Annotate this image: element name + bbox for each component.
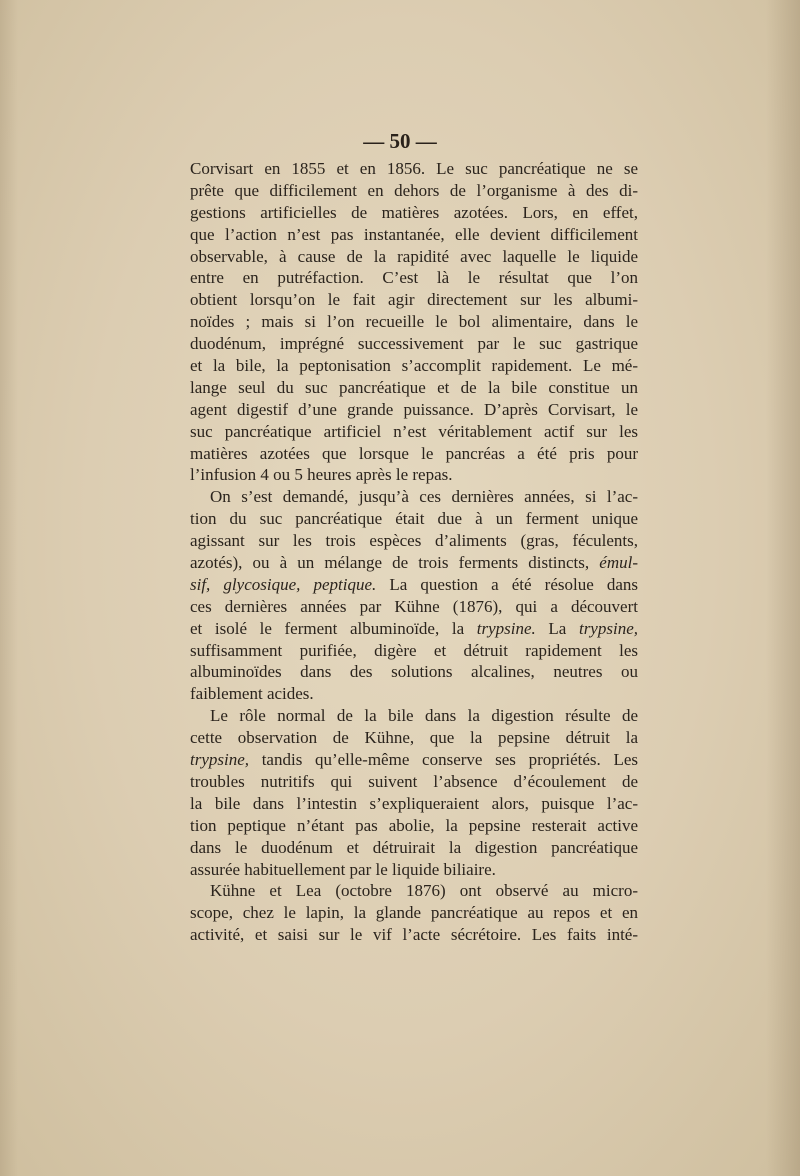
text-line: lange seul du suc pancréatique et de la bile constitue un	[190, 377, 638, 397]
text-line: suffisamment purifiée, digère et détruit rapidement les	[190, 640, 638, 660]
text-line: agent digestif d’une grande puissance. D’après Corvisart, le	[190, 399, 638, 419]
text-line: On s’est demandé, jusqu’à ces dernières années, si l’ac-	[210, 487, 638, 507]
text-line: agissant sur les trois espèces d’aliments (gras, féculents,	[190, 531, 638, 551]
text-segment: azotés), ou à un mélange de trois ferments distincts,	[190, 553, 590, 573]
text-line: albuminoïdes dans des solutions alcalines, neutres ou	[190, 662, 638, 682]
text-line: gestions artificielles de matières azotées. Lors, en effet,	[190, 202, 638, 222]
text-line	[190, 618, 638, 640]
text-segment: tandis qu’elle-même conserve ses propriétés. Les	[261, 750, 639, 770]
text-line: Kühne et Lea (octobre 1876) ont observé au micro-	[210, 881, 638, 901]
text-segment: et isolé le ferment albuminoïde, la	[190, 618, 465, 638]
italic-term: peptique.	[313, 574, 377, 594]
text-line: duodénum, imprégné successivement par le suc gastrique	[190, 334, 638, 354]
text-line	[190, 552, 638, 574]
text-line: suc pancréatique artificiel n’est véritablement actif sur les	[190, 421, 638, 441]
text-line: cette observation de Kühne, que la pepsine détruit la	[190, 728, 638, 748]
text-line: obtient lorsqu’on le fait agir directement sur les albumi-	[190, 290, 638, 310]
text-line: tion peptique n’étant pas abolie, la pepsine resterait active	[190, 815, 638, 835]
italic-term: émul-	[599, 553, 638, 573]
text-line: dans le duodénum et détruirait la digestion pancréatique	[190, 837, 638, 857]
text-line: et la bile, la peptonisation s’accomplit rapidement. Le mé-	[190, 356, 638, 376]
italic-term: trypsine.	[476, 618, 536, 638]
text-line: entre en putréfaction. C’est là le résultat que l’on	[190, 268, 638, 288]
text-line: observable, à cause de la rapidité avec laquelle le liquide	[190, 246, 638, 266]
text-line: que l’action n’est pas instantanée, elle devient difficilement	[190, 224, 638, 244]
page-number: — 50 —	[363, 129, 437, 153]
text-line	[190, 749, 638, 771]
text-segment: La	[548, 618, 567, 638]
page-edge-shadow-right	[766, 0, 800, 1176]
page-edge-shadow-left	[0, 0, 18, 1176]
text-line: noïdes ; mais si l’on recueille le bol alimentaire, dans le	[190, 312, 638, 332]
italic-term: trypsine,	[190, 750, 250, 770]
text-line: faiblement acides.	[190, 684, 314, 704]
text-line: scope, chez le lapin, la glande pancréatique au repos et en	[190, 903, 638, 923]
italic-term: trypsine,	[578, 618, 638, 638]
text-line: tion du suc pancréatique était due à un ferment unique	[190, 509, 638, 529]
text-line: assurée habituellement par le liquide biliaire.	[190, 859, 496, 879]
text-line: l’infusion 4 ou 5 heures après le repas.	[190, 465, 453, 485]
text-line	[190, 574, 638, 596]
text-line: la bile dans l’intestin s’expliqueraient alors, puisque l’ac-	[190, 793, 638, 813]
italic-term: sif,	[190, 574, 211, 594]
text-line: troubles nutritifs qui suivent l’absence d’écoulement de	[190, 771, 638, 791]
text-line: Corvisart en 1855 et en 1856. Le suc pancréatique ne se	[190, 159, 638, 178]
text-line: prête que difficilement en dehors de l’organisme à des di-	[190, 180, 638, 200]
text-line: matières azotées que lorsque le pancréas a été pris pour	[190, 443, 638, 463]
italic-term: glycosique,	[223, 574, 301, 594]
text-line: Le rôle normal de la bile dans la digestion résulte de	[210, 706, 638, 726]
text-line: ces dernières années par Kühne (1876), qui a découvert	[190, 596, 638, 616]
page-text	[190, 158, 638, 946]
text-segment: La question a été résolue dans	[389, 574, 639, 594]
text-line: activité, et saisi sur le vif l’acte sécrétoire. Les faits inté-	[190, 925, 638, 945]
